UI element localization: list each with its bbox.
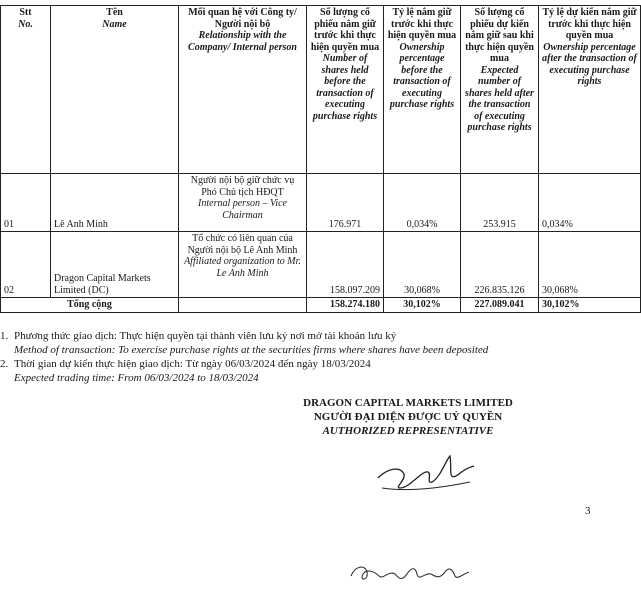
total-relationship-empty bbox=[179, 298, 307, 313]
total-pct-after: 30,102% bbox=[539, 298, 641, 313]
signer-name-handwritten bbox=[345, 552, 475, 592]
header-shares-after: Số lượng cổ phiếu dự kiến nắm giữ sau khi thực hiện quyền mua Expected number of shares held after the transaction of executing purchase rights bbox=[461, 6, 539, 174]
total-shares-after: 227.089.041 bbox=[461, 298, 539, 313]
row-pct-after: 30,068% bbox=[539, 232, 641, 298]
header-pct-before: Tỷ lệ nắm giữ trước khi thực hiện quyền mua Ownership percentage before the transaction of executing purchase rights bbox=[384, 6, 461, 174]
header-pct-after: Tỷ lệ dự kiến nắm giữ trước khi thực hiện quyền mua Ownership percentage after the transaction of executing purchase rights bbox=[539, 6, 641, 174]
row-relationship: Người nội bộ giữ chức vụ Phó Chủ tịch HĐQT Internal person – Vice Chairman bbox=[179, 174, 307, 232]
page-number: 3 bbox=[585, 505, 591, 517]
header-relationship: Mối quan hệ với Công ty/ Người nội bộ Relationship with the Company/ Internal person bbox=[179, 6, 307, 174]
row-pct-after: 0,034% bbox=[539, 174, 641, 232]
row-no: 02 bbox=[1, 232, 51, 298]
table-row bbox=[1, 232, 641, 298]
rep-title-vi: NGƯỜI ĐẠI DIỆN ĐƯỢC UỶ QUYỀN bbox=[313, 411, 503, 423]
total-shares-before: 158.274.180 bbox=[307, 298, 384, 313]
table-row bbox=[1, 174, 641, 232]
row-shares-after: 253.915 bbox=[461, 174, 539, 232]
note-2-en: Expected trading time: From 06/03/2024 to 18/03/2024 bbox=[14, 372, 259, 384]
row-shares-before: 176.971 bbox=[307, 174, 384, 232]
handwritten-signature bbox=[370, 448, 480, 498]
row-pct-before: 30,068% bbox=[384, 232, 461, 298]
row-relationship: Tổ chức có liên quan của Người nội bộ Lê Anh Minh Affiliated organization to Mr. Le Anh Minh bbox=[179, 232, 307, 298]
row-name: Dragon Capital Markets Limited (DC) bbox=[51, 232, 179, 298]
total-label: Tổng cộng bbox=[1, 298, 179, 313]
row-no: 01 bbox=[1, 174, 51, 232]
notes bbox=[0, 329, 600, 385]
row-shares-before: 158.097.209 bbox=[307, 232, 384, 298]
shareholding-table bbox=[0, 5, 641, 313]
header-name: Tên Name bbox=[51, 6, 179, 174]
header-no: Stt No. bbox=[1, 6, 51, 174]
note-2: 2. Thời gian dự kiến thực hiện giao dịch: Từ ngày 06/03/2024 đến ngày 18/03/2024 bbox=[0, 358, 371, 370]
row-pct-before: 0,034% bbox=[384, 174, 461, 232]
signature-block bbox=[258, 396, 558, 438]
company-name: DRAGON CAPITAL MARKETS LIMITED bbox=[303, 397, 513, 409]
row-name: Lê Anh Minh bbox=[51, 174, 179, 232]
total-pct-before: 30,102% bbox=[384, 298, 461, 313]
table-header-row bbox=[1, 6, 641, 174]
rep-title-en: AUTHORIZED REPRESENTATIVE bbox=[322, 425, 494, 437]
total-row bbox=[1, 298, 641, 313]
header-shares-before: Số lượng cổ phiếu nắm giữ trước khi thực hiện quyền mua Number of shares held before the transaction of executing purchase rights bbox=[307, 6, 384, 174]
row-shares-after: 226.835.126 bbox=[461, 232, 539, 298]
note-1-en: Method of transaction: To exercise purchase rights at the securities firms where shares have been deposited bbox=[14, 344, 489, 356]
note-1: 1. Phương thức giao dịch: Thực hiện quyền tại thành viên lưu ký nơi mở tài khoản lưu ký bbox=[0, 330, 397, 342]
